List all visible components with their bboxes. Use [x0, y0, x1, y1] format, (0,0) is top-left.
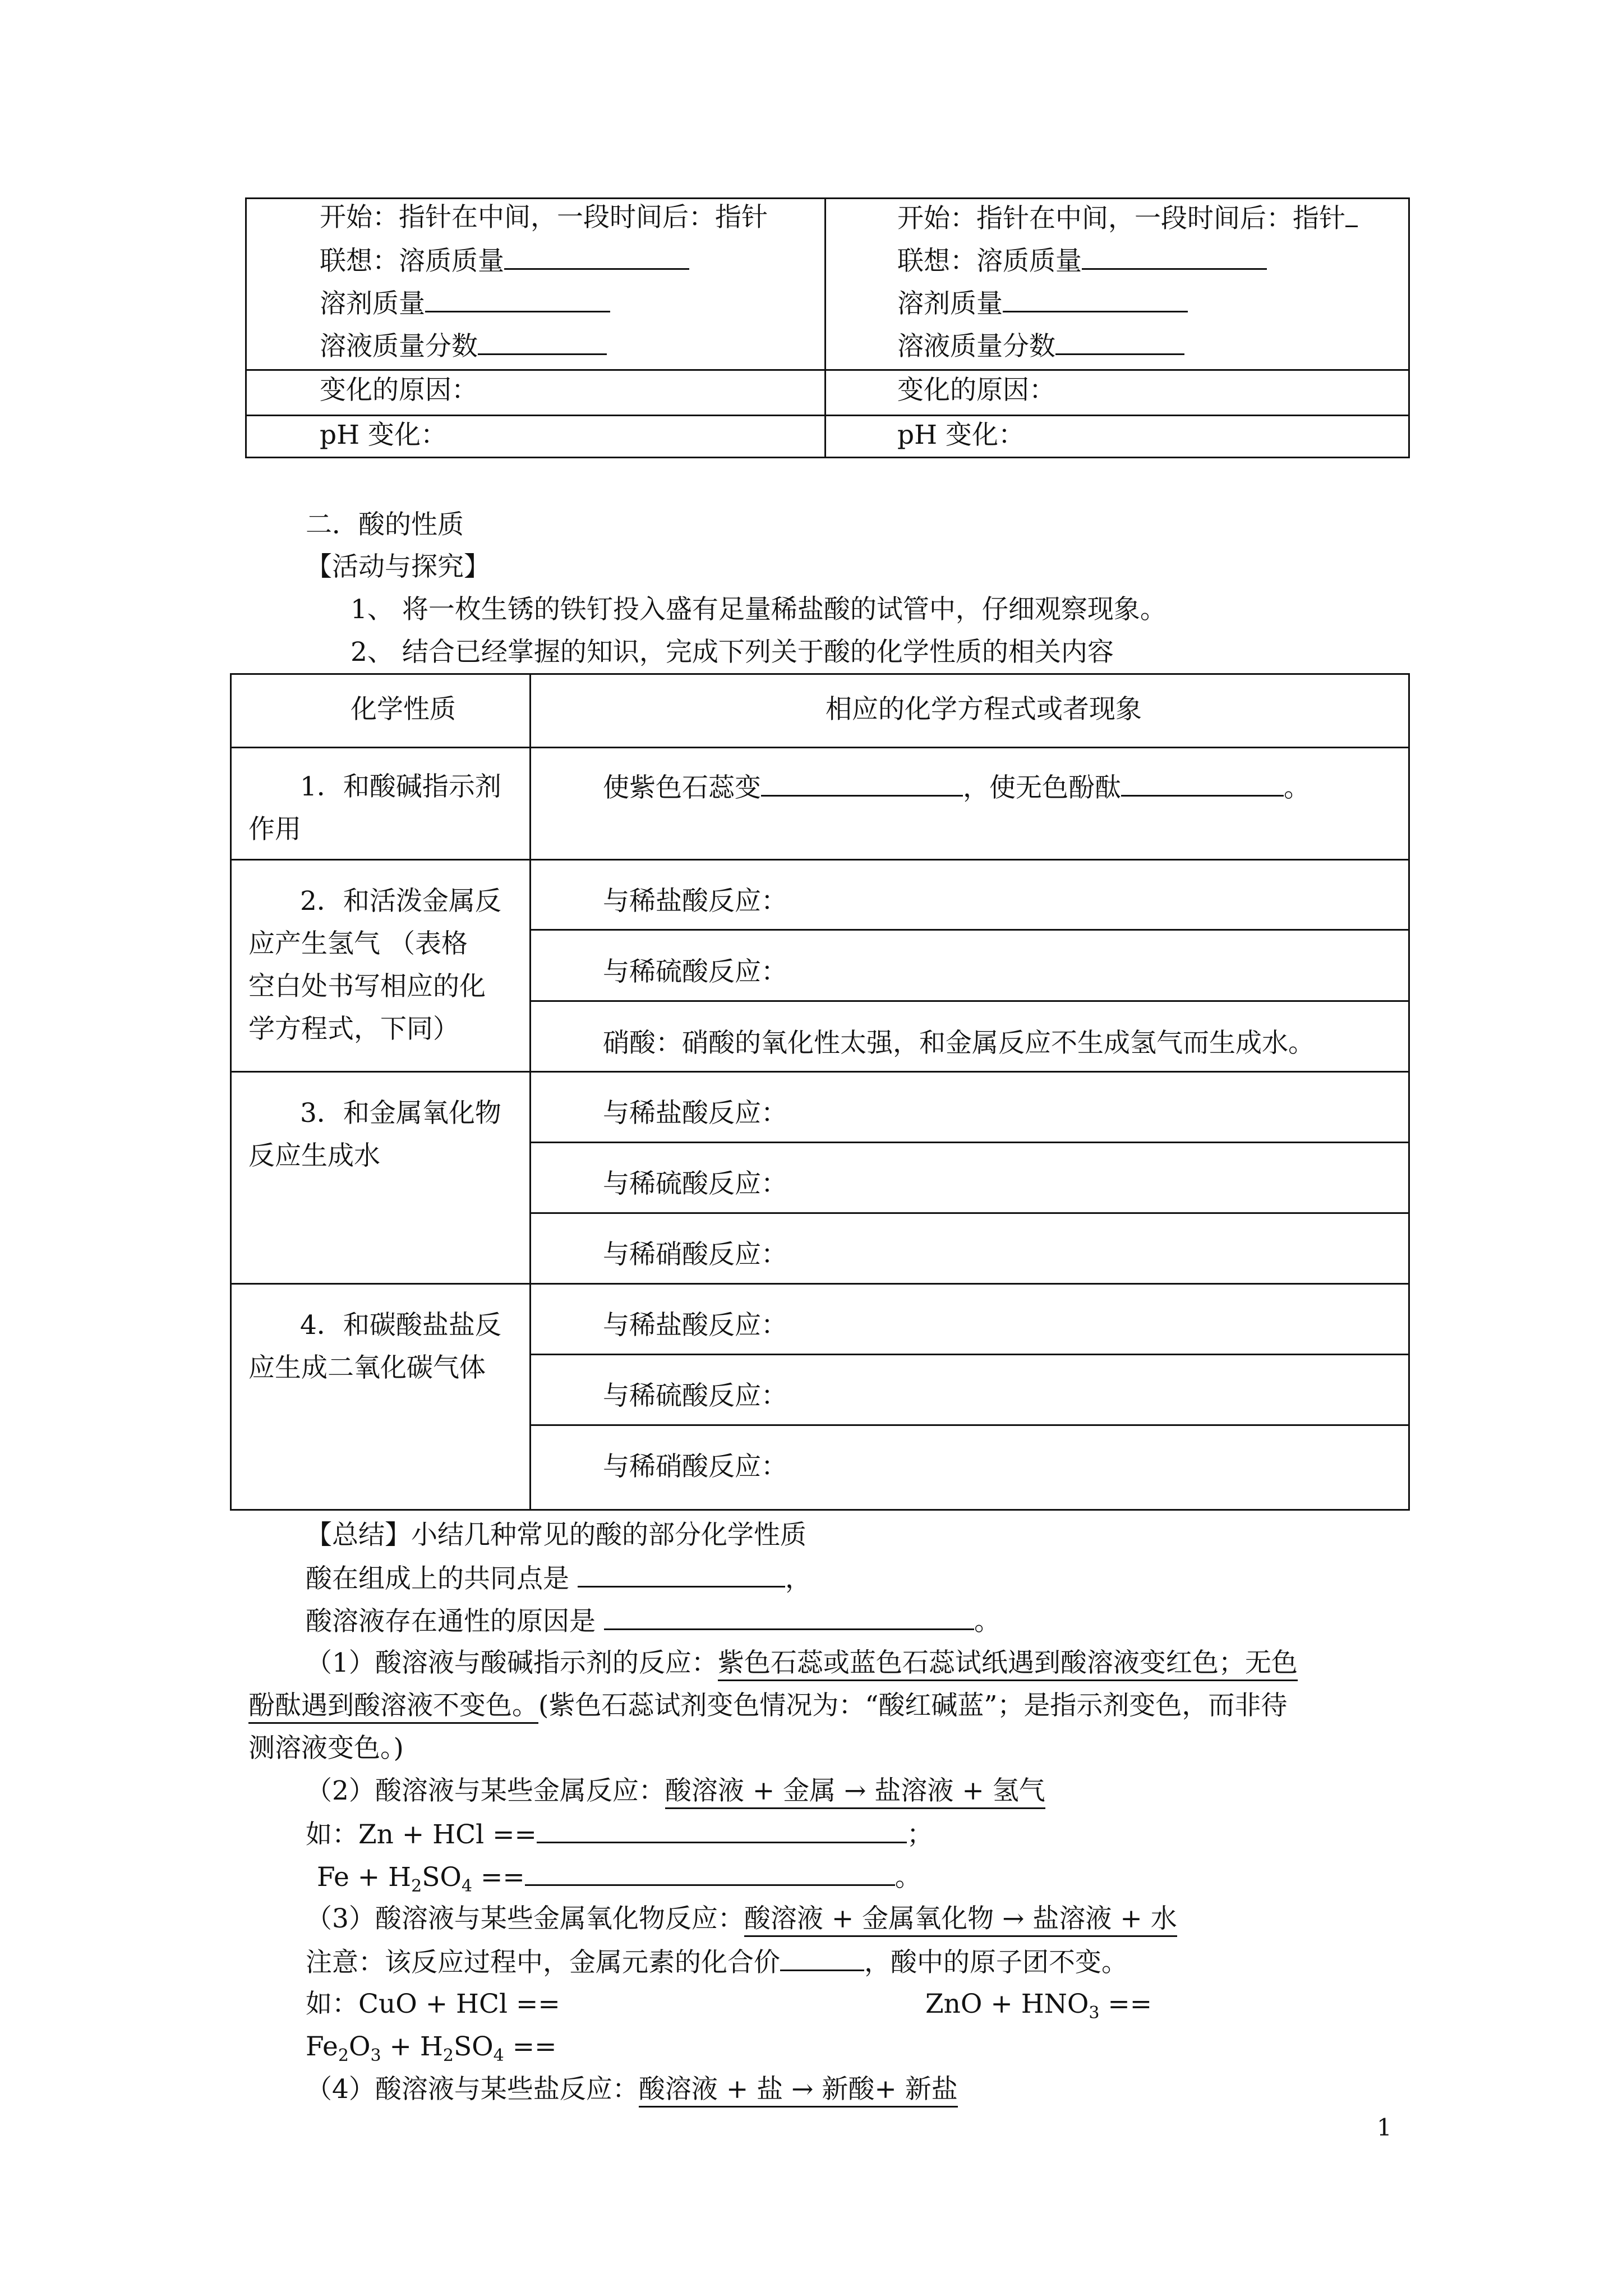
fe2o3-b: O [348, 2031, 371, 2062]
point1-line2 [248, 1689, 1287, 1723]
left-fraction-blank[interactable] [478, 329, 607, 355]
note-label: 注意：该反应过程中，金属元素的化合价 [306, 1947, 780, 1978]
point2-line [306, 1774, 1045, 1808]
table-divider [529, 929, 1408, 931]
page-number: 1 [1377, 2114, 1392, 2141]
point2-example2 [317, 1860, 921, 1894]
table-divider [232, 1071, 1408, 1073]
row4-property-line2: 应生成二氧化碳气体 [248, 1352, 486, 1383]
fe-formula-sub2: 4 [461, 1876, 473, 1896]
left-fraction-row [320, 329, 607, 364]
point1-label: （1）酸溶液与酸碱指示剂的反应： [306, 1648, 718, 1678]
example-zn-blank[interactable] [537, 1817, 907, 1843]
fe2o3-sub4: 4 [493, 2046, 504, 2065]
row4-hno3-label: 与稀硝酸反应： [603, 1451, 787, 1482]
point2-rule: 酸溶液 + 金属 → 盐溶液 + 氢气 [665, 1775, 1045, 1809]
right-reason: 变化的原因： [897, 375, 1055, 406]
right-solute-row [897, 243, 1267, 278]
right-solvent-label: 溶剂质量 [897, 288, 1003, 319]
row1-indicator-text [603, 770, 1310, 805]
fe2o3-e: == [504, 2031, 557, 2062]
example-fe-blank[interactable] [525, 1860, 895, 1886]
point1-line3: 测溶液变色。) [248, 1733, 404, 1764]
table-divider [529, 1212, 1408, 1214]
left-start-text: 开始：指针在中间，一段时间后：指针 [320, 202, 768, 233]
common-end: ， [785, 1563, 811, 1594]
row2-hno3-note: 硝酸：硝酸的氧化性太强，和金属反应不生成氢气而生成水。 [603, 1028, 1315, 1059]
right-fraction-label: 溶液质量分数 [897, 331, 1055, 362]
fe-formula-a: Fe + H [317, 1862, 412, 1893]
row3-property-line2: 反应生成水 [248, 1140, 380, 1171]
row2-property-line2: 应产生氢气 （表格 [248, 928, 468, 959]
fe2o3-sub1: 2 [338, 2046, 349, 2065]
row3-hcl-label: 与稀盐酸反应： [603, 1098, 787, 1129]
point3-rule: 酸溶液 + 金属氧化物 → 盐溶液 + 水 [744, 1903, 1177, 1937]
fe-formula-c: == [472, 1862, 525, 1893]
left-solute-row [320, 243, 689, 278]
right-ph: pH 变化： [897, 420, 1025, 450]
fe2o3-sub2: 3 [370, 2046, 381, 2065]
right-solute-blank[interactable] [1082, 243, 1267, 270]
right-fraction-row [897, 329, 1184, 364]
table-divider [247, 369, 1408, 371]
table-divider [529, 1142, 1408, 1143]
right-fraction-blank[interactable] [1055, 329, 1184, 355]
reason-end: 。 [974, 1606, 1000, 1637]
point4-line [306, 2073, 958, 2106]
point3-line [306, 1902, 1177, 1936]
summary-title: 【总结】小结几种常见的酸的部分化学性质 [306, 1520, 806, 1550]
row1-end: 。 [1284, 772, 1310, 803]
activity-item-1: 1、 将一枚生锈的铁钉投入盛有足量稀盐酸的试管中，仔细观察现象。 [351, 594, 1166, 625]
table-divider [232, 859, 1408, 861]
fe-formula-b: SO [422, 1862, 462, 1893]
common-label: 酸在组成上的共同点是 [306, 1563, 569, 1594]
point2-example1 [306, 1817, 933, 1852]
summary-common [306, 1561, 811, 1596]
table-header-property: 化学性质 [351, 694, 456, 725]
example-fe-end: 。 [895, 1862, 921, 1893]
table-header-equation: 相应的化学方程式或者现象 [826, 694, 1142, 725]
activity-item-2: 2、 结合已经掌握的知识，完成下列关于酸的化学性质的相关内容 [351, 637, 1114, 668]
note-line [306, 1945, 1128, 1980]
row1-property-line2: 作用 [248, 814, 301, 845]
row1-property-line1: 1．和酸碱指示剂 [300, 771, 501, 802]
right-start-text [897, 201, 1358, 236]
row3-property-line1: 3．和金属氧化物 [300, 1098, 501, 1129]
right-start-blank[interactable] [1345, 201, 1358, 227]
reason-label: 酸溶液存在通性的原因是 [306, 1606, 596, 1637]
left-solute-label: 联想：溶质质量 [320, 246, 504, 277]
reason-blank[interactable] [604, 1604, 974, 1630]
row4-h2so4-label: 与稀硫酸反应： [603, 1381, 787, 1411]
row2-property-line1: 2．和活泼金属反 [300, 886, 501, 917]
point1-note: (紫色石蕊试剂变色情况为：“酸红碱蓝”；是指示剂变色，而非待 [538, 1690, 1288, 1721]
right-solvent-blank[interactable] [1003, 286, 1188, 312]
point1-line1 [306, 1646, 1298, 1680]
row3-h2so4-label: 与稀硫酸反应： [603, 1168, 787, 1199]
left-fraction-label: 溶液质量分数 [320, 331, 478, 362]
right-solute-label: 联想：溶质质量 [897, 246, 1082, 277]
note-end: ，酸中的原子团不变。 [864, 1947, 1128, 1978]
point3-label: （3）酸溶液与某些金属氧化物反应： [306, 1903, 744, 1934]
point1-underlined-2: 酚酞遇到酸溶液不变色。 [248, 1690, 538, 1724]
point4-rule: 酸溶液 + 盐 → 新酸+ 新盐 [639, 2074, 958, 2108]
row2-property-line3: 空白处书写相应的化 [248, 971, 486, 1002]
right-solvent-row [897, 286, 1188, 321]
point1-underlined-1: 紫色石蕊或蓝色石蕊试纸遇到酸溶液变红色；无色 [718, 1648, 1298, 1681]
table-divider [529, 675, 531, 1509]
left-solute-blank[interactable] [504, 243, 689, 270]
row2-hcl-label: 与稀盐酸反应： [603, 886, 787, 917]
activity-heading: 【活动与探究】 [306, 551, 490, 582]
example-fe2o3 [306, 2030, 556, 2064]
common-blank[interactable] [578, 1561, 785, 1588]
point2-label: （2）酸溶液与某些金属反应： [306, 1775, 665, 1806]
row1-litmus-blank[interactable] [761, 770, 963, 797]
left-solvent-label: 溶剂质量 [320, 288, 425, 319]
row1-phenol-blank[interactable] [1121, 770, 1284, 797]
fe2o3-a: Fe [306, 2031, 338, 2062]
row1-phenol-label: ，使无色酚酞 [963, 772, 1121, 803]
left-solvent-row [320, 286, 610, 321]
row3-hno3-label: 与稀硝酸反应： [603, 1239, 787, 1270]
table-divider [232, 747, 1408, 748]
table-divider [529, 1354, 1408, 1355]
table-divider [529, 1000, 1408, 1002]
zno-formula-a: ZnO + HNO [925, 1989, 1089, 2019]
example-zn-end: ； [906, 1819, 933, 1850]
row4-hcl-label: 与稀盐酸反应： [603, 1310, 787, 1341]
left-ph: pH 变化： [320, 420, 448, 450]
row4-property-line1: 4．和碳酸盐盐反 [300, 1310, 501, 1341]
example-zn-hcl: 如：Zn + HCl == [306, 1819, 537, 1850]
zno-formula-c: == [1099, 1989, 1152, 2019]
row2-property-line4: 学方程式，下同） [248, 1014, 459, 1045]
example-cuo: 如：CuO + HCl == [306, 1989, 560, 2019]
table-divider [529, 1424, 1408, 1426]
fe2o3-sub3: 2 [442, 2046, 454, 2065]
left-solvent-blank[interactable] [425, 286, 610, 312]
section-title: 二．酸的性质 [306, 509, 464, 540]
zno-formula-sub: 3 [1089, 2003, 1100, 2023]
left-reason: 变化的原因： [320, 375, 478, 406]
point4-label: （4）酸溶液与某些盐反应： [306, 2074, 639, 2105]
right-start-label: 开始：指针在中间，一段时间后：指针 [897, 203, 1345, 234]
row2-h2so4-label: 与稀硫酸反应： [603, 956, 787, 987]
table-divider [247, 415, 1408, 416]
fe2o3-d: SO [453, 2031, 494, 2062]
fe-formula-sub1: 2 [411, 1876, 422, 1896]
summary-reason [306, 1604, 1000, 1639]
table-divider [232, 1283, 1408, 1285]
note-blank[interactable] [780, 1945, 864, 1971]
fe2o3-c: + H [381, 2031, 443, 2062]
row1-litmus-label: 使紫色石蕊变 [603, 772, 761, 803]
table-divider [824, 199, 826, 457]
example-zno [925, 1987, 1152, 2021]
